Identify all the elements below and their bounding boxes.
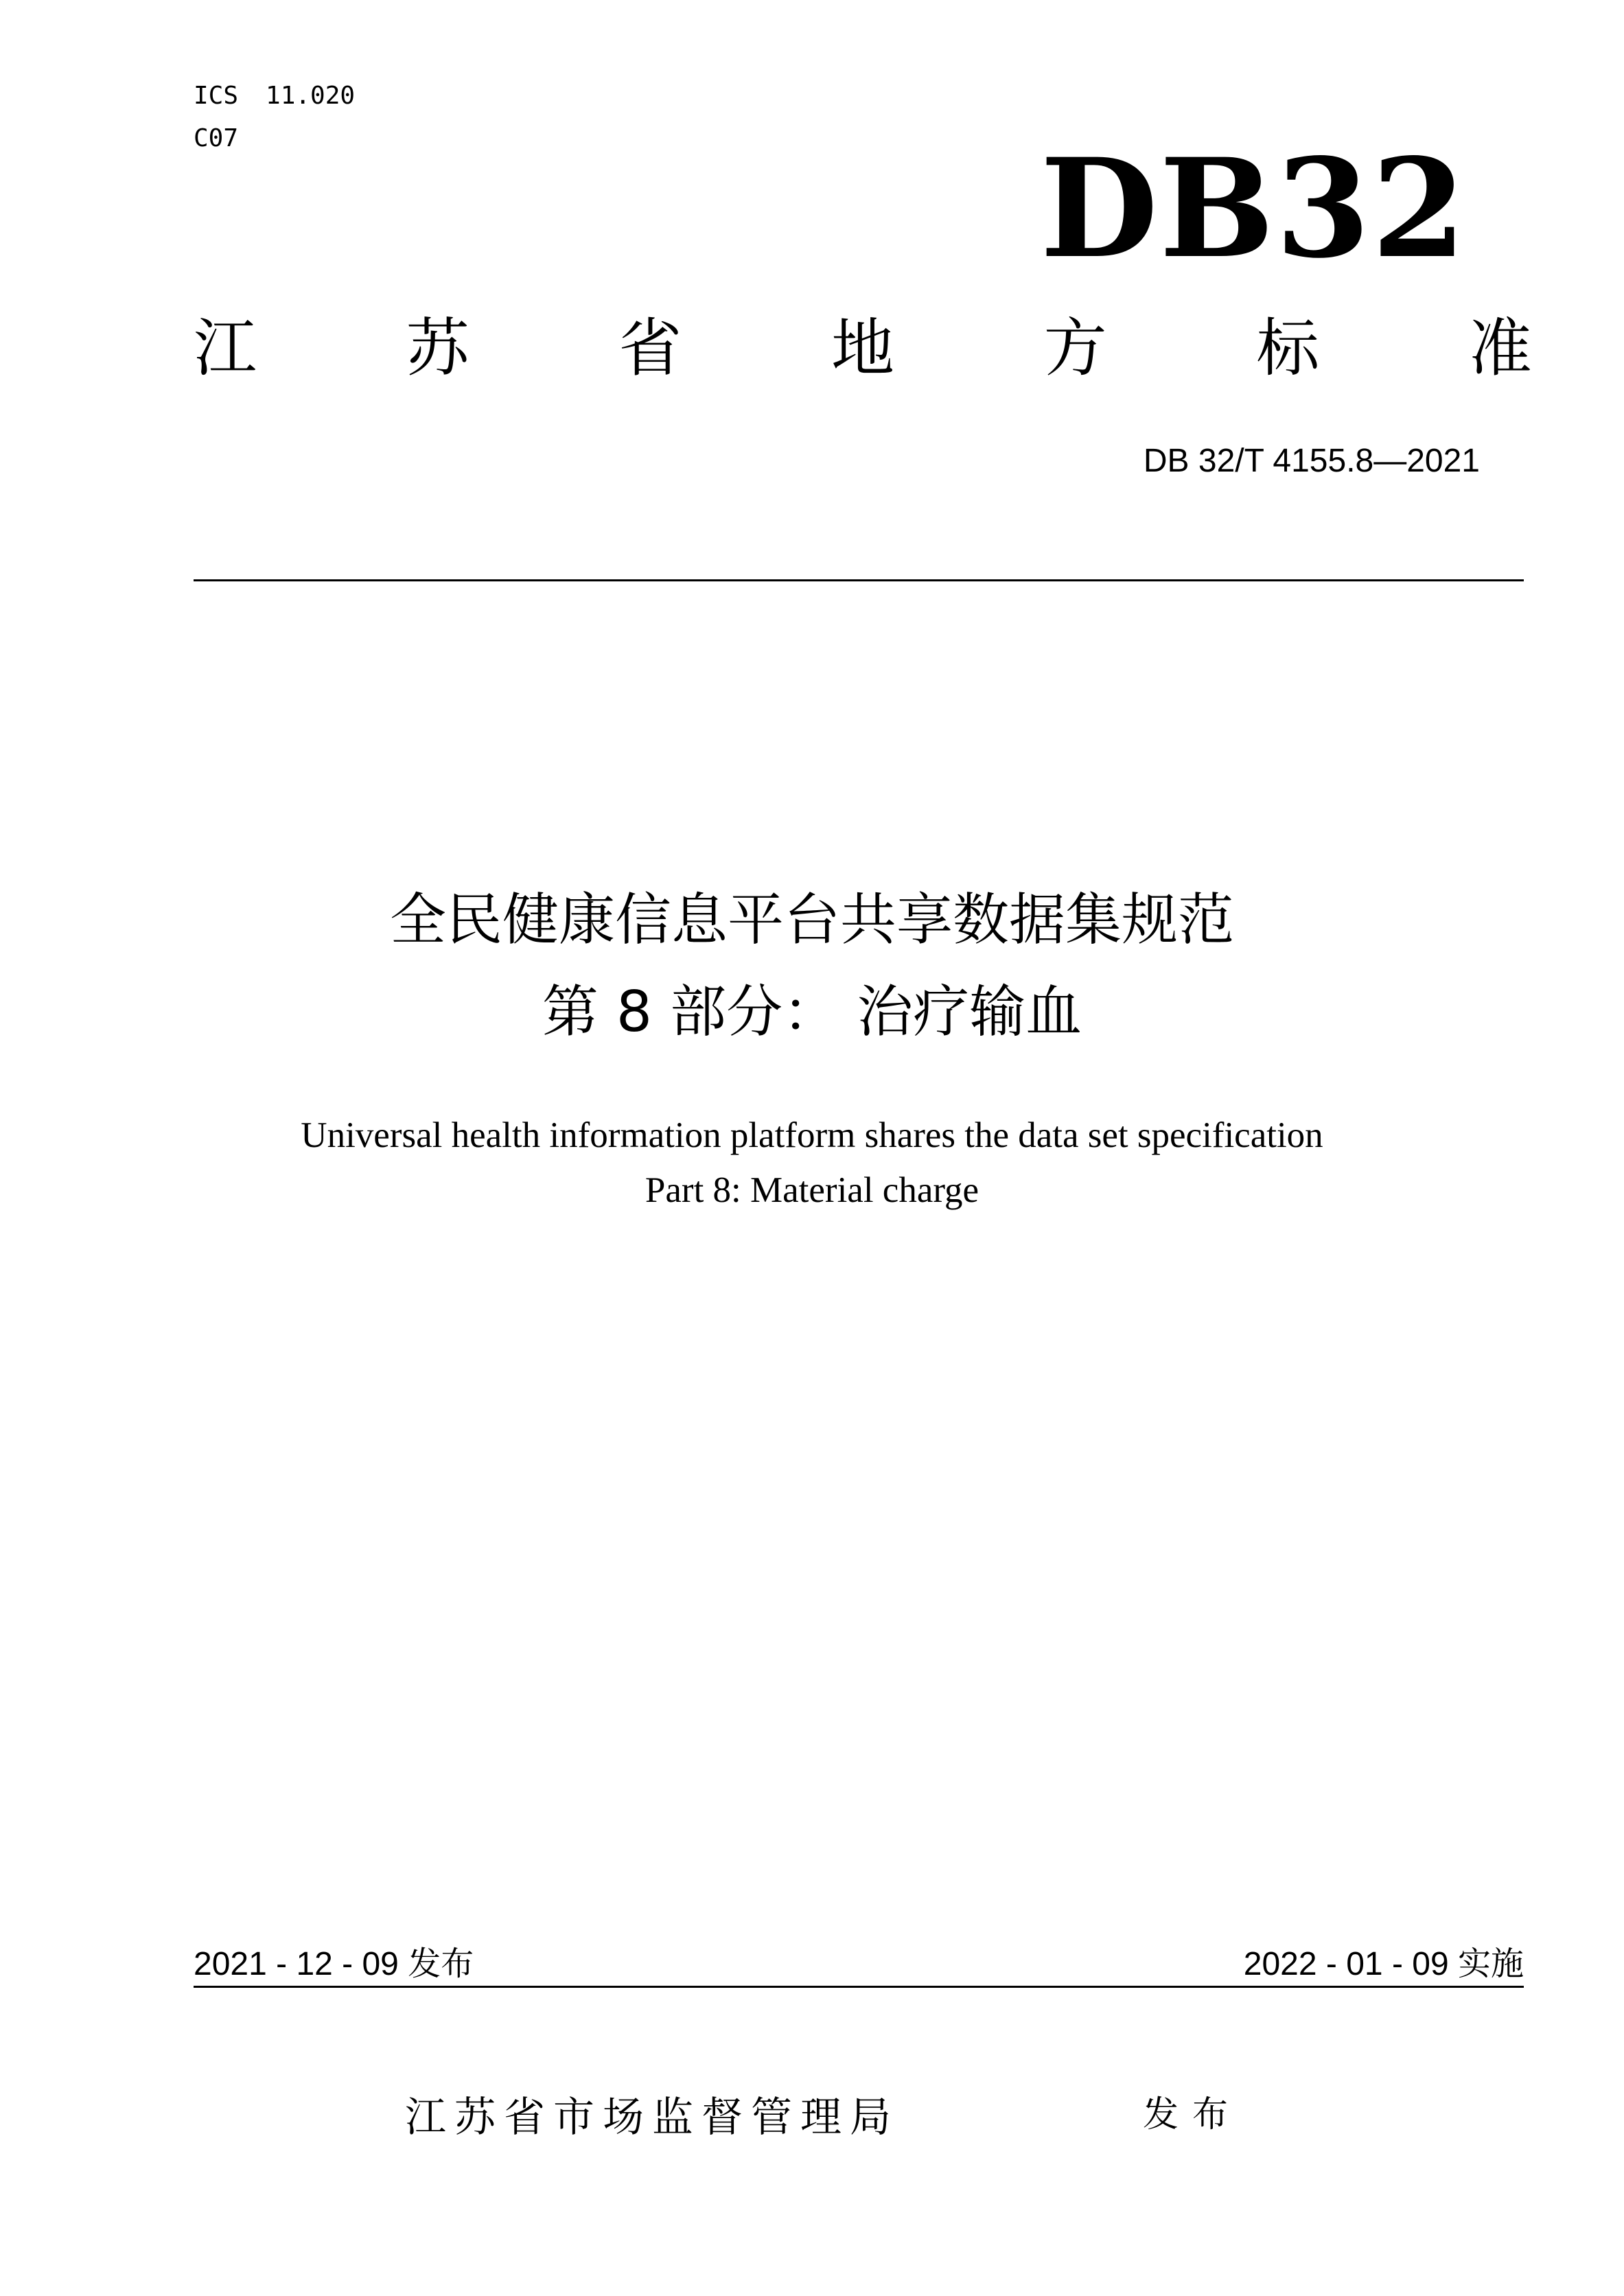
ccs-code: C07 bbox=[194, 124, 239, 152]
implementation-date: 2022 - 01 - 09 实施 bbox=[1243, 1946, 1524, 1982]
issue-date: 2021 - 12 - 09 发布 bbox=[194, 1946, 474, 1982]
title-en-line1: Universal health information platform shares the data set specification bbox=[301, 1115, 1323, 1155]
standard-type-char: 标 bbox=[1256, 312, 1320, 385]
title-cn-line2: 第 8 部分： 治疗输血 bbox=[542, 979, 1082, 1045]
standard-type-char: 省 bbox=[618, 312, 682, 385]
standard-type-char: 方 bbox=[1043, 312, 1107, 385]
top-divider bbox=[194, 579, 1524, 581]
issuing-authority: 江苏省市场监督管理局 bbox=[405, 2094, 899, 2142]
title-en-line2: Part 8: Material charge bbox=[645, 1170, 979, 1210]
issue-label: 发布 bbox=[1143, 2094, 1242, 2135]
standard-type-char: 江 bbox=[194, 312, 257, 385]
title-cn-line1: 全民健康信息平台共享数据集规范 bbox=[389, 888, 1234, 953]
ics-code: 11.020 bbox=[266, 82, 356, 110]
ics-classification bbox=[194, 84, 355, 108]
bottom-divider bbox=[194, 1986, 1524, 1988]
standard-code-logo: DB32 bbox=[1040, 128, 1468, 288]
ics-label: ICS bbox=[194, 82, 239, 110]
standard-type-char: 苏 bbox=[406, 312, 469, 385]
standard-number: DB 32/T 4155.8—2021 bbox=[1143, 443, 1480, 479]
standard-type-char: 准 bbox=[1468, 312, 1532, 385]
standard-type-heading bbox=[194, 312, 1532, 385]
standard-type-char: 地 bbox=[831, 312, 894, 385]
